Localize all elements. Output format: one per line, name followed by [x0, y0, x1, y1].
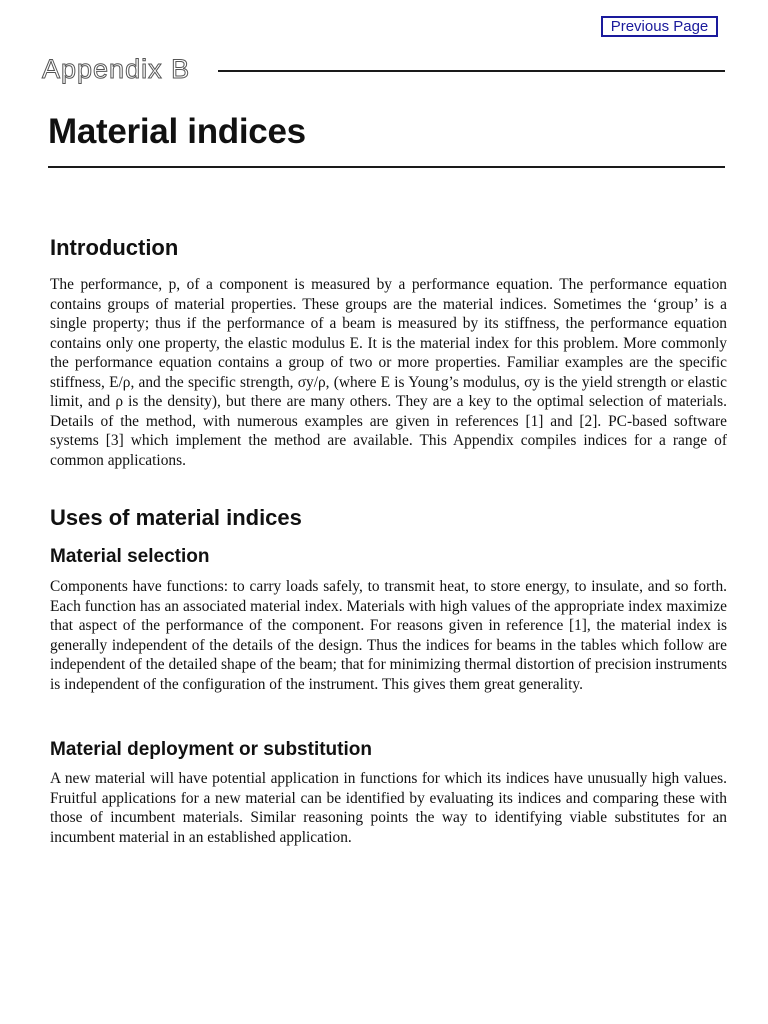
page-title: Material indices — [48, 112, 306, 151]
uses-heading: Uses of material indices — [50, 505, 302, 530]
introduction-paragraph: The performance, p, of a component is measured by a performance equation. The performance equation contains groups of material properties. These groups are the material indices. Sometimes the ‘group’ is a single property; thus if the performance of a beam is measured by its stiffness, the performance equation contains only one property, the elastic modulus E. It is the material index for this problem. More commonly the performance equation contains a group of two or more properties. Familiar examples are the specific stiffness, E/ρ, and the specific strength, σy/ρ, (where E is Young’s modulus, σy is the yield strength or elastic limit, and ρ is the density), but there are many others. They are a key to the optimal selection of materials. Details of the method, with numerous examples are given in references [1] and [2]. PC-based software systems [3] which implement the method are available. This Appendix compiles indices for a range of common applications. — [50, 276, 727, 469]
material-deployment-paragraph: A new material will have potential application in functions for which its indices have unusually high values. Fruitful applications for a new material can be identified by evaluating its indices and comparing these with those of incumbent materials. Similar reasoning points the way to identifying viable substitutes for an incumbent material in an established application. — [50, 770, 727, 846]
header-rule-bottom — [48, 166, 725, 168]
material-deployment-heading: Material deployment or substitution — [50, 739, 372, 760]
material-selection-heading: Material selection — [50, 546, 210, 567]
introduction-heading: Introduction — [50, 235, 179, 260]
previous-page-button[interactable]: Previous Page — [601, 16, 718, 37]
header-rule-top — [218, 70, 725, 72]
material-selection-paragraph: Components have functions: to carry loads safely, to transmit heat, to store energy, to insulate, and so forth. Each function has an associated material index. Materials with high values of the appropriate index maximize that aspect of the performance of the component. For reasons given in reference [1], the material index is generally independent of the details of the design. Thus the indices for beams in the tables which follow are independent of the detailed shape of the beam; that for minimizing thermal distortion of precision instruments is independent of the configuration of the instrument. This gives them great generality. — [50, 578, 727, 693]
appendix-label: Appendix B — [42, 54, 191, 84]
